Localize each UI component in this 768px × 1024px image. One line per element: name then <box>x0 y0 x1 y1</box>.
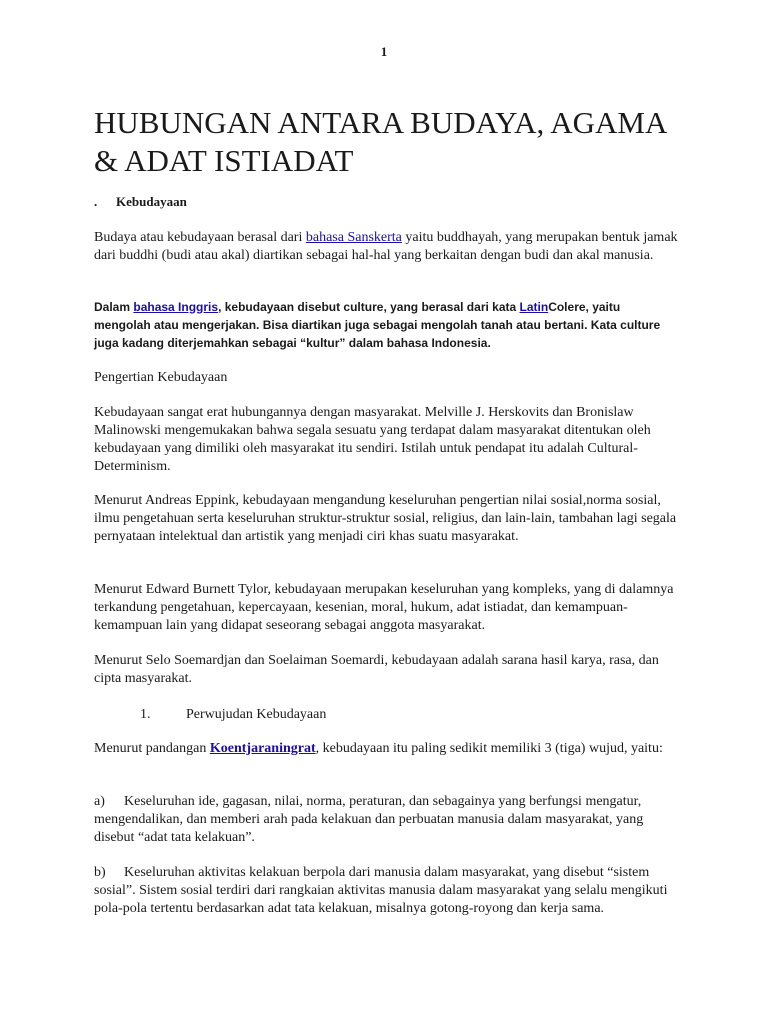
title-line-1: HUBUNGAN ANTARA BUDAYA, AGAMA <box>94 105 668 140</box>
list-item-text: Keseluruhan aktivitas kelakuan berpola dari manusia dalam masyarakat, yang disebut “sistem sosial”. Sistem sosial terdiri dari rangkaian aktivitas manusia dalam masyarakat yang selalu mengikuti pola-pola tertentu berdasarkan adat tata kelakuan, misalnya gotong-royong dan kerja sama. <box>94 865 668 916</box>
link-koentjaraningrat[interactable]: Koentjaraningrat <box>209 741 316 756</box>
title-line-2: & ADAT ISTIADAT <box>94 143 354 178</box>
paragraph-culture <box>94 298 680 352</box>
link-bahasa-sanskerta[interactable]: bahasa Sanskerta <box>305 230 402 245</box>
list-item-text: Keseluruhan ide, gagasan, nilai, norma, peraturan, dan sebagainya yang berfungsi mengatur, mengendalikan, dan memberi arah pada kelakuan dan perbuatan manusia dalam masyarakat, yang disebut “adat tata kelakuan”. <box>94 794 644 845</box>
link-bahasa-inggris[interactable]: bahasa Inggris <box>133 300 219 314</box>
section-label: Kebudayaan <box>116 194 187 209</box>
paragraph-budaya <box>94 229 680 265</box>
section-heading <box>94 193 680 211</box>
page-number: 1 <box>380 44 388 59</box>
text-span: yaitu buddhayah, yang merupakan bentuk jamak dari buddhi (budi atau akal) diartikan sebagai hal-hal yang berkaitan dengan budi dan akal manusia. <box>94 230 678 263</box>
list-item-b <box>94 864 680 918</box>
link-latin[interactable]: Latin <box>519 300 549 314</box>
numbered-heading <box>94 706 680 724</box>
list-letter: b) <box>94 865 106 880</box>
paragraph-koentjaraningrat <box>94 740 680 758</box>
text-span: , kebudayaan disebut culture, yang berasal dari kata <box>218 300 520 314</box>
paragraph-tylor: Menurut Edward Burnett Tylor, kebudayaan merupakan keseluruhan yang kompleks, yang di dalamnya terkandung pengetahuan, kepercayaan, kesenian, moral, hukum, adat istiadat, dan kemampuan-kemampuan lain yang didapat seseorang sebagai anggota masyarakat. <box>94 582 674 633</box>
list-item-a <box>94 793 680 847</box>
text-span: Budaya atau kebudayaan berasal dari <box>94 230 306 245</box>
paragraph-herskovits: Kebudayaan sangat erat hubungannya dengan masyarakat. Melville J. Herskovits dan Bronislaw Malinowski mengemukakan bahwa segala sesuatu yang terdapat dalam masyarakat ditentukan oleh kebudayaan yang dimiliki oleh masyarakat itu sendiri. Istilah untuk pendapat itu adalah Cultural-Determinism. <box>94 405 651 474</box>
document-title <box>94 104 694 180</box>
heading-pengertian: Pengertian Kebudayaan <box>94 370 228 385</box>
text-span: Colere, yaitu mengolah atau mengerjakan. Bisa diartikan juga sebagai mengolah tanah atau bertani. Kata culture juga kadang diterjemahkan sebagai “kultur” dalam bahasa Indonesia. <box>94 300 661 350</box>
paragraph-eppink: Menurut Andreas Eppink, kebudayaan mengandung keseluruhan pengertian nilai sosial,norma sosial, ilmu pengetahuan serta keseluruhan struktur-struktur sosial, religius, dan lain-lain, tambahan lagi segala pernyataan intelektual dan artistik yang menjadi ciri khas suatu masyarakat. <box>94 493 677 544</box>
section-marker: . <box>94 194 98 209</box>
list-letter: a) <box>94 794 105 809</box>
text-span: Menurut pandangan <box>94 741 210 756</box>
text-span: Dalam <box>94 300 134 314</box>
text-span: , kebudayaan itu paling sedikit memiliki 3 (tiga) wujud, yaitu: <box>315 741 663 756</box>
numbered-label: Perwujudan Kebudayaan <box>186 707 327 722</box>
list-number: 1. <box>140 707 151 722</box>
paragraph-soemardjan: Menurut Selo Soemardjan dan Soelaiman Soemardi, kebudayaan adalah sarana hasil karya, rasa, dan cipta masyarakat. <box>94 653 659 686</box>
